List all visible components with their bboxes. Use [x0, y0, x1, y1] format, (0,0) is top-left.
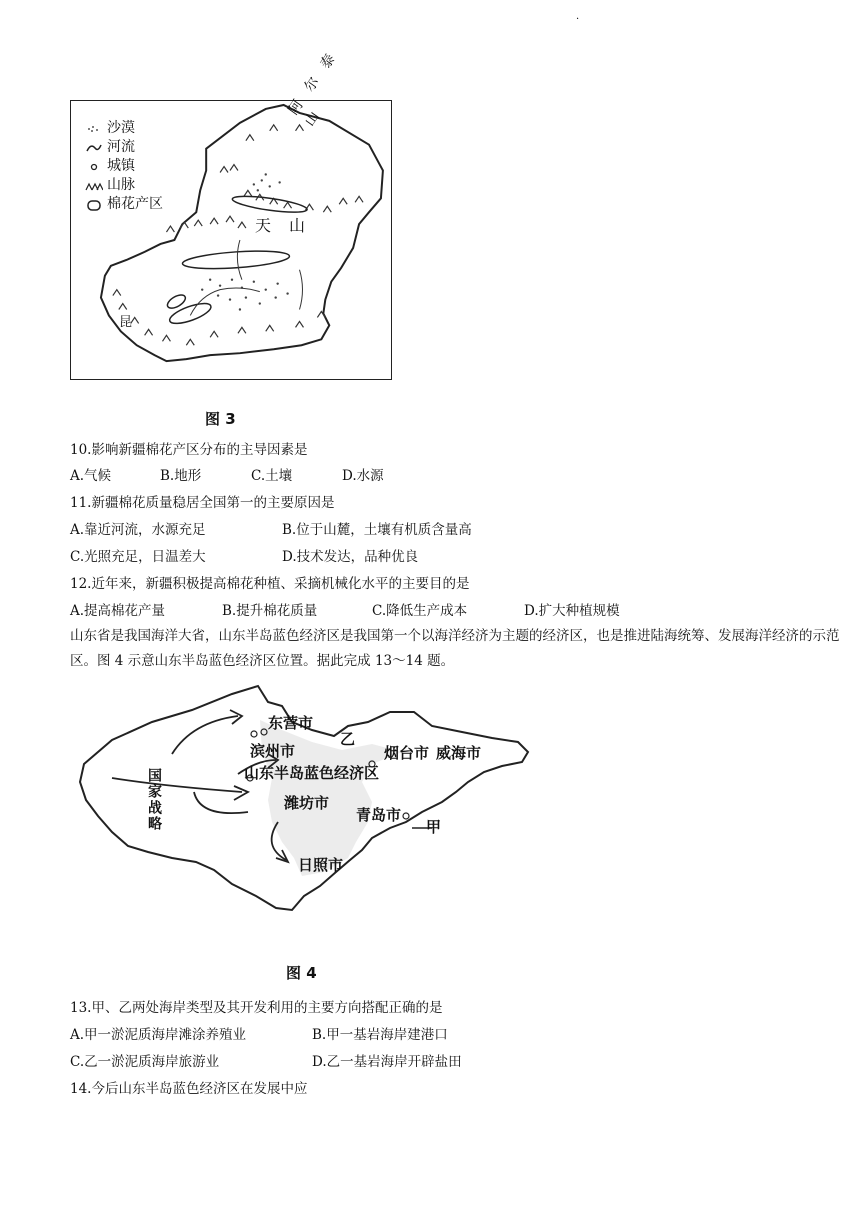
blue-economic-zone-label: 山东半岛蓝色经济区: [244, 764, 380, 782]
figure-4-map: [72, 682, 532, 918]
q10-option-d: D.水源: [342, 468, 384, 484]
q10-option-a: A.气候: [70, 468, 112, 484]
question-13: 13.甲、乙两处海岸类型及其开发利用的主要方向搭配正确的是: [70, 1000, 443, 1016]
altai-label: 阿尔泰山: [285, 39, 347, 130]
city-qingdao: 青岛市: [356, 806, 402, 824]
city-rizhao: 日照市: [298, 856, 344, 874]
legend-item-cotton: 棉花产区: [85, 195, 163, 214]
q13-option-a: A.甲一淤泥质海岸滩涂养殖业: [70, 1027, 247, 1043]
q12-option-b: B.提升棉花质量: [222, 603, 318, 619]
q11-option-d: D.技术发达，品种优良: [282, 549, 419, 565]
legend-item-mountain: 山脉: [85, 176, 163, 195]
city-binzhou: 滨州市: [250, 742, 296, 760]
kunlun-label: 昆: [119, 315, 133, 330]
q10-option-c: C.土壤: [251, 468, 293, 484]
city-weifang: 潍坊市: [284, 794, 330, 812]
header-mark: ·: [576, 14, 580, 25]
q11-option-b: B.位于山麓，土壤有机质含量高: [282, 522, 472, 538]
cotton-areas: [165, 193, 308, 327]
desert-icon: [85, 120, 103, 138]
question-11: 11.新疆棉花质量稳居全国第一的主要原因是: [70, 495, 335, 511]
question-14: 14.今后山东半岛蓝色经济区在发展中应: [70, 1081, 308, 1097]
tianshan-label-2: 山: [289, 216, 306, 235]
q13-option-c: C.乙一淤泥质海岸旅游业: [70, 1054, 220, 1070]
figure-3-caption: 图 3: [205, 410, 236, 428]
q13-option-b: B.甲一基岩海岸建港口: [312, 1027, 448, 1043]
question-12: 12.近年来，新疆积极提高棉花种植、采摘机械化水平的主要目的是: [70, 576, 470, 592]
q12-option-d: D.扩大种植规模: [524, 603, 620, 619]
point-jia: 甲: [426, 818, 442, 836]
tianshan-label-1: 天: [255, 216, 272, 235]
q10-option-b: B.地形: [160, 468, 202, 484]
legend-item-town: 城镇: [85, 157, 163, 176]
passage: 山东省是我国海洋大省，山东半岛蓝色经济区是我国第一个以海洋经济为主题的经济区，也是推进陆海统筹、发展海洋经济的示范区。图 4 示意山东半岛蓝色经济区位置。据此完成 13～14 题。: [70, 628, 840, 669]
city-yantai: 烟台市: [384, 744, 430, 762]
q11-option-a: A.靠近河流，水源充足: [70, 522, 206, 538]
legend: [85, 119, 163, 214]
river-icon: [85, 139, 103, 157]
national-strategy-label: 国家战略: [146, 768, 162, 832]
q12-option-a: A.提高棉花产量: [70, 603, 166, 619]
q13-option-d: D.乙一基岩海岸开辟盐田: [312, 1054, 462, 1070]
mountain-icon: [85, 177, 103, 195]
question-10: 10.影响新疆棉花产区分布的主导因素是: [70, 442, 308, 458]
q11-option-c: C.光照充足，日温差大: [70, 549, 206, 565]
q12-option-c: C.降低生产成本: [372, 603, 468, 619]
figure-4-caption: 图 4: [286, 964, 317, 982]
figure-3-map: [70, 39, 392, 380]
legend-item-river: 河流: [85, 138, 163, 157]
point-yi: 乙: [340, 730, 356, 748]
town-icon: [85, 158, 103, 176]
city-weihai: 威海市: [436, 744, 482, 762]
city-dongying: 东营市: [268, 714, 314, 732]
cotton-area-icon: [85, 196, 103, 214]
legend-item-desert: 沙漠: [85, 119, 163, 138]
